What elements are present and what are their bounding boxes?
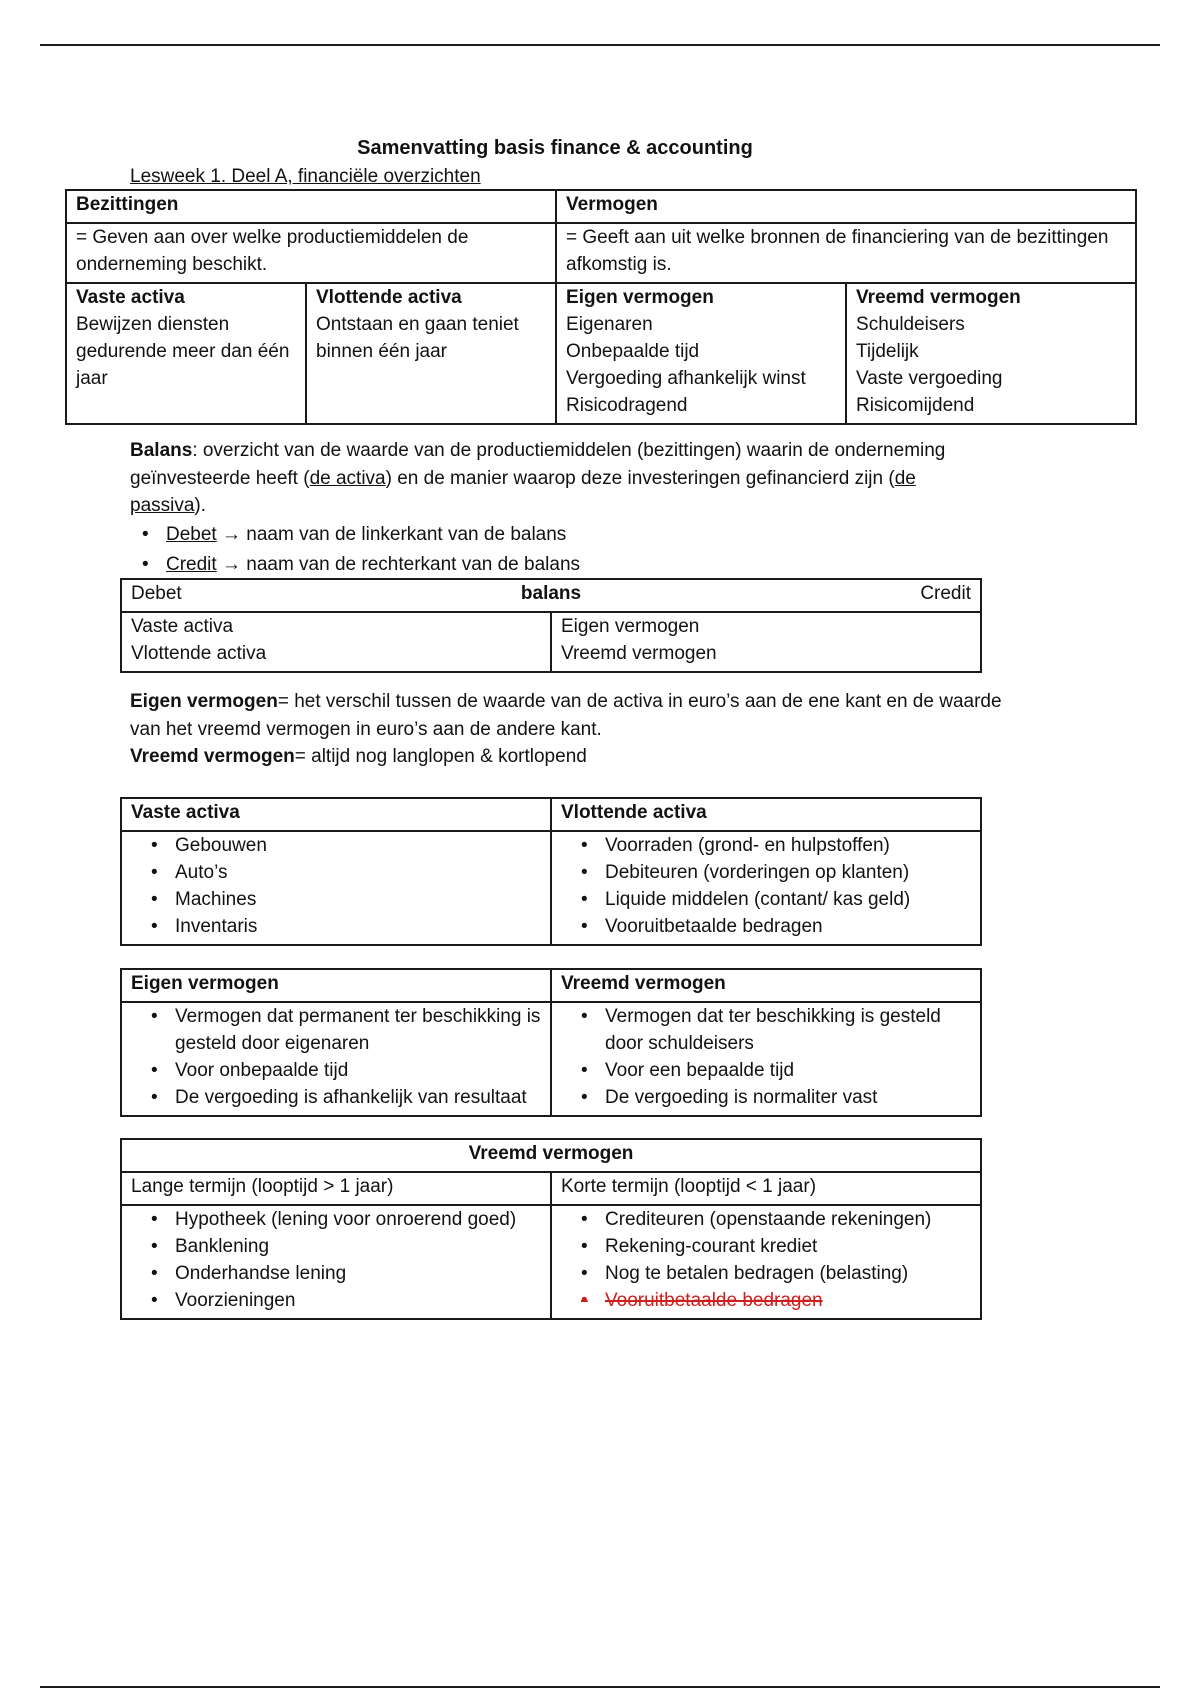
list-item: • Vermogen dat ter beschikking is gesteld door schuldeisers	[561, 1004, 971, 1058]
balans-table-body-row	[121, 612, 981, 672]
list-item: • Debiteuren (vorderingen op klanten)	[561, 860, 971, 887]
page-subtitle: Lesweek 1. Deel A, financiële overzichten	[130, 166, 481, 187]
arrow-icon: →	[221, 524, 241, 545]
list-item: • Inventaris	[131, 914, 541, 941]
balans-text-segment: : overzicht van de waarde van de productiemiddelen (bezittingen) waarin de onderneming geïnvesteerde heeft (	[130, 440, 946, 489]
list-item: • Voorraden (grond- en hulpstoffen)	[561, 833, 971, 860]
vermogen-table	[120, 968, 982, 1117]
lange-termijn-header: Lange termijn (looptijd > 1 jaar)	[121, 1172, 551, 1205]
bullet-icon: •	[151, 1005, 158, 1027]
list-item: • Nog te betalen bedragen (belasting)	[561, 1261, 971, 1288]
bullet-icon: •	[581, 861, 588, 883]
bullet-icon: •	[581, 1289, 588, 1311]
vreemd-vermogen-list-cell	[551, 1002, 981, 1116]
vreemd-vermogen-def: = altijd nog langlopen & kortlopend	[294, 746, 587, 768]
list-item: • Voor onbepaalde tijd	[131, 1058, 541, 1085]
list-item: • Machines	[131, 887, 541, 914]
balans-text-segment: ) en de manier waarop deze investeringen gefinancierd zijn (	[385, 467, 895, 489]
balans-table-header-cell	[121, 579, 981, 612]
page-top-rule	[40, 44, 1160, 46]
bullet-icon: •	[142, 553, 149, 575]
credit-term: Credit	[166, 553, 217, 575]
bullet-icon: •	[151, 1289, 158, 1311]
list-item: • Voor een bepaalde tijd	[561, 1058, 971, 1085]
bullet-icon: •	[151, 834, 158, 856]
struck-text: Vooruitbetaalde bedragen	[605, 1289, 823, 1311]
vermogen-table-body-row	[121, 1002, 981, 1116]
eigen-vermogen-def: = het verschil tussen de waarde van de activa in euro’s aan de ene kant en de waarde van het vreemd vermogen in euro’s aan de andere kant.	[130, 691, 1002, 740]
bullet-icon: •	[581, 1208, 588, 1230]
bullet-icon: •	[151, 888, 158, 910]
list-item: • Vooruitbetaalde bedragen	[561, 914, 971, 941]
debet-credit-list	[136, 521, 976, 580]
bezittingen-header-cell: Bezittingen	[66, 190, 556, 223]
list-item-struck	[561, 1288, 971, 1315]
vreemd-vermogen-line: Schuldeisers	[856, 313, 965, 335]
credit-label: Credit	[920, 583, 971, 604]
list-item: • Voorzieningen	[131, 1288, 541, 1315]
eigen-vermogen-line: Onbepaalde tijd	[566, 340, 700, 362]
bullet-icon: •	[581, 1235, 588, 1257]
bullet-icon: •	[151, 1059, 158, 1081]
bullet-icon: •	[581, 834, 588, 856]
vermogen-paragraph	[130, 688, 1005, 771]
balans-text-segment: ).	[194, 495, 207, 517]
bezittingen-definition-cell: = Geven aan over welke productiemiddelen de onderneming beschikt.	[66, 223, 556, 283]
bullet-icon: •	[581, 1262, 588, 1284]
bullet-icon: •	[151, 1262, 158, 1284]
page-bottom-rule	[40, 1686, 1160, 1688]
overview-table	[65, 189, 1137, 425]
credit-desc: naam van de rechterkant van de balans	[246, 553, 581, 575]
vreemd-vermogen-line: Risicomijdend	[856, 394, 975, 416]
balans-header-layout	[131, 581, 971, 608]
activa-underlined: de activa	[309, 467, 386, 489]
credit-bullet	[136, 551, 976, 579]
debet-bullet	[136, 521, 976, 549]
vreemd-table-subheader-row	[121, 1172, 981, 1205]
credit-bullet-text	[166, 551, 976, 579]
activa-table	[120, 797, 982, 946]
balans-credit-cell	[551, 612, 981, 672]
bullet-icon: •	[581, 915, 588, 937]
bullet-icon: •	[151, 861, 158, 883]
debet-desc: naam van de linkerkant van de balans	[246, 524, 567, 545]
vreemd-vermogen-term: Vreemd vermogen	[130, 746, 295, 768]
eigen-vermogen-cell	[556, 283, 846, 424]
list-item: • Rekening-courant krediet	[561, 1234, 971, 1261]
vaste-activa-list-cell	[121, 831, 551, 945]
list-item: • Liquide middelen (contant/ kas geld)	[561, 887, 971, 914]
eigen-vermogen-term: Eigen vermogen	[130, 691, 278, 712]
vermogen-header-cell: Vermogen	[556, 190, 1136, 223]
eigen-vermogen-line: Eigenaren	[566, 313, 653, 335]
debet-bullet-text	[166, 521, 976, 549]
overview-definition-row	[66, 223, 1136, 283]
vlottende-activa-desc: Ontstaan en gaan teniet binnen één jaar	[316, 313, 519, 362]
bullet-icon: •	[581, 1005, 588, 1027]
vreemd-table-body-row	[121, 1205, 981, 1319]
debet-term: Debet	[166, 524, 217, 545]
list-item: • Gebouwen	[131, 833, 541, 860]
bullet-icon: •	[151, 915, 158, 937]
vlottende-activa-title: Vlottende activa	[316, 286, 462, 308]
vermogen-right-header: Vreemd vermogen	[551, 969, 981, 1002]
bullet-icon: •	[581, 888, 588, 910]
balans-table-title: balans	[520, 583, 582, 604]
activa-left-header: Vaste activa	[121, 798, 551, 831]
list-item: • Auto’s	[131, 860, 541, 887]
eigen-vermogen-title: Eigen vermogen	[566, 286, 714, 308]
vaste-activa-cell	[66, 283, 306, 424]
bullet-icon: •	[151, 1086, 158, 1108]
vreemd-vermogen-table	[120, 1138, 982, 1320]
bullet-icon: •	[151, 1235, 158, 1257]
balans-debet-cell	[121, 612, 551, 672]
bullet-icon: •	[142, 524, 149, 545]
korte-termijn-header: Korte termijn (looptijd < 1 jaar)	[551, 1172, 981, 1205]
vreemd-vermogen-cell	[846, 283, 1136, 424]
list-item: • Crediteuren (openstaande rekeningen)	[561, 1207, 971, 1234]
list-item: • Hypotheek (lening voor onroerend goed)	[131, 1207, 541, 1234]
vreemd-vermogen-title: Vreemd vermogen	[856, 286, 1021, 308]
balans-debet-item: Vlottende activa	[131, 642, 267, 664]
lange-termijn-list-cell	[121, 1205, 551, 1319]
balans-term: Balans	[130, 440, 193, 461]
overview-header-row	[66, 190, 1136, 223]
debet-label: Debet	[131, 583, 182, 604]
eigen-vermogen-line: Vergoeding afhankelijk winst	[566, 367, 806, 389]
korte-termijn-list-cell	[551, 1205, 981, 1319]
vermogen-definition-cell: = Geeft aan uit welke bronnen de financiering van de bezittingen afkomstig is.	[556, 223, 1136, 283]
vreemd-vermogen-line: Tijdelijk	[856, 340, 919, 362]
activa-right-header: Vlottende activa	[551, 798, 981, 831]
activa-table-header-row	[121, 798, 981, 831]
activa-table-body-row	[121, 831, 981, 945]
balans-table-header-row	[121, 579, 981, 612]
list-item: • Vermogen dat permanent ter beschikking is gesteld door eigenaren	[131, 1004, 541, 1058]
eigen-vermogen-list-cell	[121, 1002, 551, 1116]
bullet-icon: •	[581, 1059, 588, 1081]
vlottende-activa-cell	[306, 283, 556, 424]
balans-table	[120, 578, 982, 673]
bullet-icon: •	[151, 1208, 158, 1230]
vermogen-left-header: Eigen vermogen	[121, 969, 551, 1002]
bullet-icon: •	[581, 1086, 588, 1108]
vermogen-table-header-row	[121, 969, 981, 1002]
balans-credit-item: Eigen vermogen	[561, 615, 700, 637]
vaste-activa-title: Vaste activa	[76, 286, 185, 308]
vreemd-vermogen-line: Vaste vergoeding	[856, 367, 1003, 389]
vreemd-table-title-row	[121, 1139, 981, 1172]
vaste-activa-desc: Bewijzen diensten gedurende meer dan één jaar	[76, 313, 290, 389]
page-title: Samenvatting basis finance & accounting	[357, 137, 753, 159]
passiva-underlined: de passiva	[130, 467, 916, 517]
list-item: • Onderhandse lening	[131, 1261, 541, 1288]
balans-paragraph	[130, 437, 985, 520]
arrow-icon: →	[221, 553, 241, 575]
balans-credit-item: Vreemd vermogen	[561, 642, 717, 664]
vreemd-table-title: Vreemd vermogen	[121, 1139, 981, 1172]
list-item: • De vergoeding is afhankelijk van resultaat	[131, 1085, 541, 1112]
list-item: • De vergoeding is normaliter vast	[561, 1085, 971, 1112]
vlottende-activa-list-cell	[551, 831, 981, 945]
list-item: • Banklening	[131, 1234, 541, 1261]
eigen-vermogen-line: Risicodragend	[566, 394, 688, 416]
overview-detail-row	[66, 283, 1136, 424]
balans-debet-item: Vaste activa	[131, 615, 234, 637]
